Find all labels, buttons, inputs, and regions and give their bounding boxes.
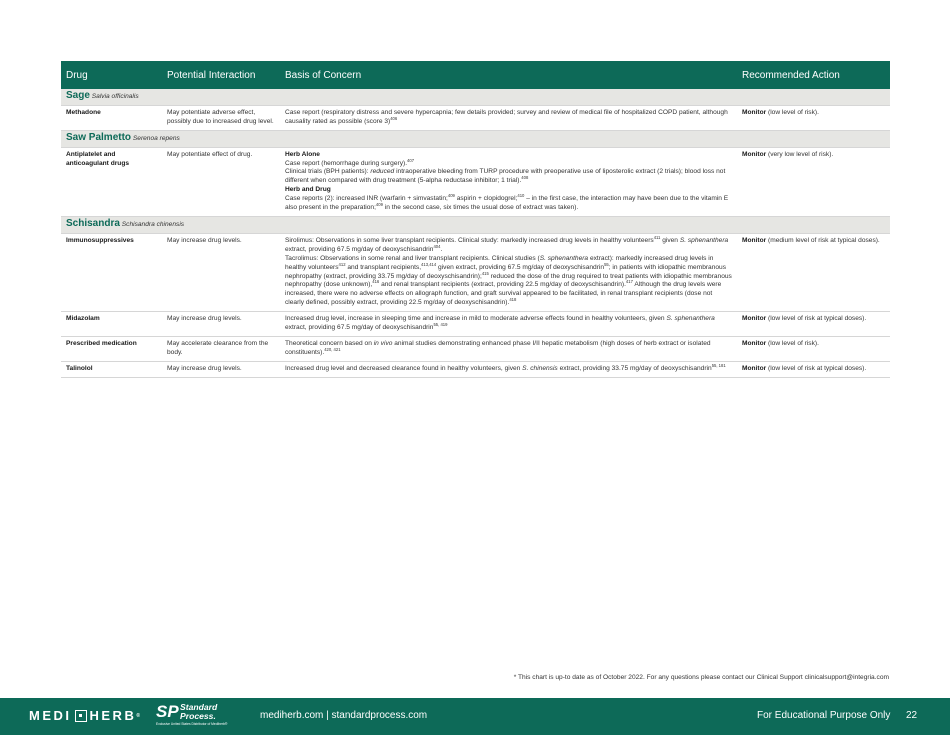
recommended-action-cell: Monitor (low level of risk at typical doses). (737, 312, 890, 337)
standard-process-logo: SP Standard Process. Exclusive United States Distributor of Mediherb® (156, 702, 228, 726)
table-row (61, 312, 890, 337)
herb-name: Schisandra (66, 217, 120, 229)
interaction-table (61, 61, 890, 378)
recommended-action-cell: Monitor (medium level of risk at typical doses). (737, 233, 890, 311)
footer-website-links[interactable]: mediherb.com | standardprocess.com (260, 710, 428, 721)
header-basis-of-concern: Basis of Concern (280, 61, 737, 89)
table-row (61, 147, 890, 216)
mediherb-logo: MEDI HERB ® (29, 708, 141, 723)
interaction-cell: May potentiate effect of drug. (162, 147, 280, 216)
drug-cell: Midazolam (61, 312, 162, 337)
interaction-cell: May accelerate clearance from the body. (162, 336, 280, 361)
header-drug: Drug (61, 61, 162, 89)
interaction-cell: May increase drug levels. (162, 312, 280, 337)
recommended-action-cell: Monitor (low level of risk). (737, 105, 890, 130)
page-footer (0, 698, 950, 735)
footer-purpose-text: For Educational Purpose Only (757, 710, 891, 721)
herb-row-saw-palmetto (61, 130, 890, 147)
interaction-cell: May increase drug levels. (162, 361, 280, 377)
basis-cell: Increased drug level, increase in sleeping time and increase in mild to moderate adverse effects found in healthy volunteers, given S. sphenanthera extract, providing 67.5 mg/day of deoxyschisandrin$^{55, 419}$ (280, 312, 737, 337)
basis-cell: Sirolimus: Observations in some liver transplant recipients. Clinical study: markedly increased drug levels in healthy volunteers$^{411}$ given S. sphenanthera extract, providing 67.5 mg/day of deoxyschisandrin$^{404}$. Tacrolimus: Observations in some renal and liver transplant recipients. Clinical studies (S. sphenanthera extract): markedly increased drug levels in healthy volunteers$^{412}$ and transplant recipients,$^{413,414}$ given extract, providing 67.5 mg/day of deoxyschisandrin$^{55}$; in patients with idiopathic membranous nephropathy (extract, providing 33.75 mg/day of deoxyschisandrin);$^{415}$ reduced the dose of the drug required to treat patients with idiopathic membranous nephropathy (dose unknown),$^{416}$ and renal transplant recipients (extract, providing 22.5 mg/day of deoxyschisandrin).$^{417}$ Although the drug levels were increased, there were no adverse effects on allograph function, and graft survival appeared to be facilitated, in renal transplant recipients (dose not clearly defined, possibly extract, providing 22.5 mg/day of deoxyschisandrin).$^{418}$ (280, 233, 737, 311)
herb-name: Sage (66, 90, 90, 101)
basis-subheading: Herb and Drug (285, 186, 331, 194)
basis-cell: Case report (respiratory distress and severe hypercapnia; few details provided; survey and review of medical file of hospitalized COPD patient, although causality rated as possible (score 3)$^{406}$ (280, 105, 737, 130)
table-row (61, 361, 890, 377)
drug-cell: Methadone (61, 105, 162, 130)
drug-cell: Antiplatelet and anticoagulant drugs (61, 147, 162, 216)
header-recommended-action: Recommended Action (737, 61, 890, 89)
table-header-row (61, 61, 890, 89)
footnote: * This chart is up-to date as of October 2022. For any questions please contact our Clinical Support clinicalsupport@integria.com (513, 674, 889, 681)
herb-row-schisandra (61, 216, 890, 233)
drug-cell: Talinolol (61, 361, 162, 377)
basis-subheading: Herb Alone (285, 150, 320, 158)
basis-cell: Theoretical concern based on in vivo animal studies demonstrating enhanced phase I/II hepatic metabolism (high doses of herb extract or isolated constituents).$^{420, 421}$ (280, 336, 737, 361)
recommended-action-cell: Monitor (low level of risk). (737, 336, 890, 361)
herb-latin-name: Serenoa repens (132, 134, 180, 142)
herb-name: Saw Palmetto (66, 131, 132, 143)
interaction-cell: May potentiate adverse effect, possibly due to increased drug level. (162, 105, 280, 130)
recommended-action-cell: Monitor (low level of risk at typical doses). (737, 361, 890, 377)
header-potential-interaction: Potential Interaction (162, 61, 280, 89)
table-row (61, 336, 890, 361)
interaction-cell: May increase drug levels. (162, 233, 280, 311)
herb-latin-name: Salvia officinalis (91, 93, 139, 100)
table-row (61, 105, 890, 130)
herb-latin-name: Schisandra chinensis (121, 220, 185, 228)
drug-cell: Prescribed medication (61, 336, 162, 361)
sp-monogram-icon: SP (156, 702, 179, 721)
page-number: 22 (906, 710, 918, 721)
mediherb-emblem-icon (75, 710, 87, 722)
table-row (61, 233, 890, 311)
herb-row-sage (61, 89, 890, 105)
basis-cell: Increased drug level and decreased clearance found in healthy volunteers, given S. chinensis extract, providing 33.75 mg/day of deoxyschisandrin$^{55, 181}$ (280, 361, 737, 377)
drug-cell: Immunosuppressives (61, 233, 162, 311)
recommended-action-cell: Monitor (very low level of risk). (737, 147, 890, 216)
basis-cell: Herb Alone Case report (hemorrhage during surgery).$^{407}$ Clinical trials (BPH patients): reduced intraoperative bleeding from TURP procedure with preoperative use of liposterolic extract (2 trials); blood loss not different when compared with drug treatment (5-alpha reductase inhibitor; 1 trial).$^{408}$ Herb and Drug Case reports (2): increased INR (warfarin + simvastatin;$^{409}$ aspirin + clopidogrel;$^{410}$ – in the first case, the interaction may have been due to the vitamin E also present in the preparation;$^{409}$ in the second case, six times the usual dose of extract was taken). (280, 147, 737, 216)
